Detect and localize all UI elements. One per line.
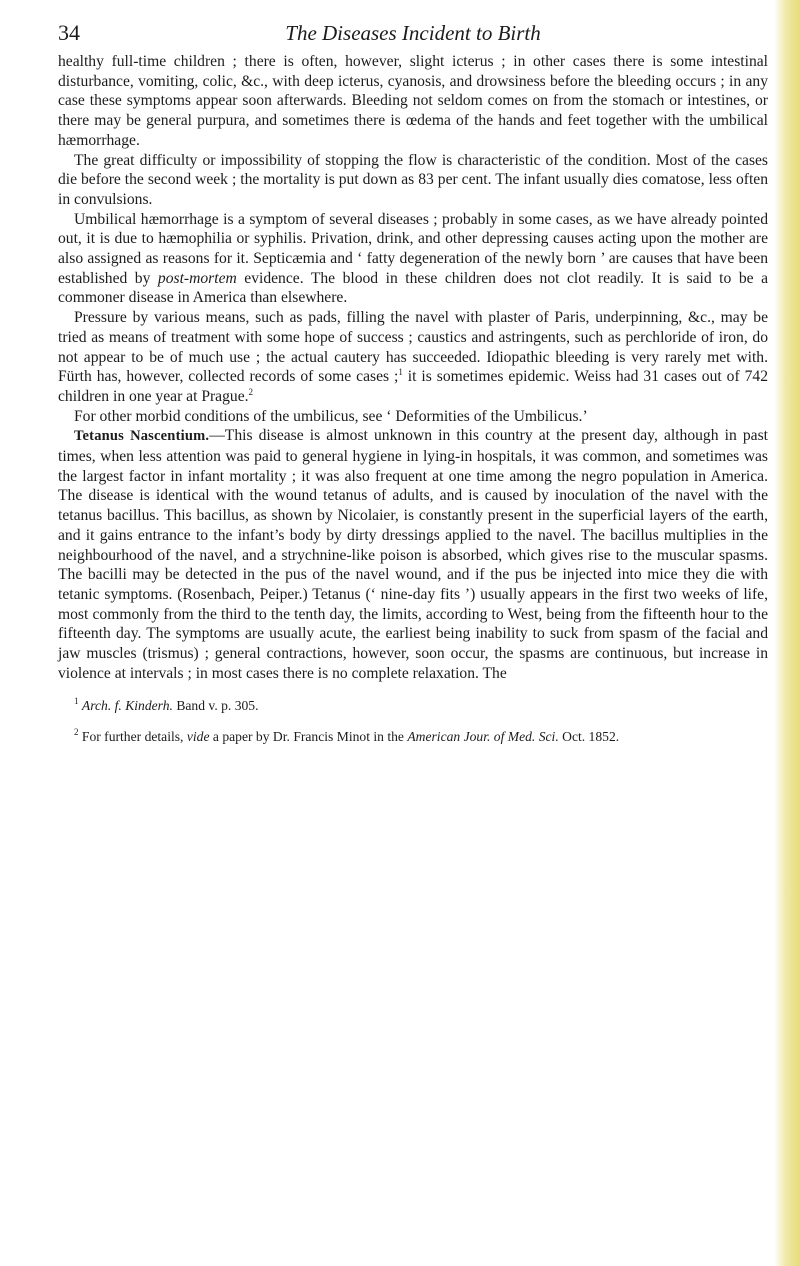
footnote-2-italic-2: American Jour. of Med. Sci.: [407, 728, 559, 744]
paragraph-3-text-a: Umbilical hæmorrhage is a symptom of several diseases ; probably in some cases, as we have already pointed out, it is due to hæmophilia or syphilis. Privation, drink, and other depressing causes acting upon the mother are also assigned as reasons for it. Septicæmia and ‘ fatty degeneration of the newly born ’ are causes that have been established by: [58, 210, 768, 287]
footnote-2: [58, 728, 768, 745]
page-number: 34: [58, 20, 80, 45]
footnote-2-text-a: For further details,: [78, 728, 187, 744]
paragraph-3-italic: post-mortem: [157, 269, 237, 287]
paragraph-1: healthy full-time children ; there is often, however, slight icterus ; in other cases there is some intestinal disturbance, vomiting, colic, &c., with deep icterus, cyanosis, and drowsiness before the bleeding occurs ; in any case these symptoms appear soon afterwards. Bleeding not seldom comes on from the stomach or intestines, or there may be general purpura, and sometimes there is œdema of the hands and feet together with the umbilical hæmorrhage.: [58, 53, 768, 149]
footnote-2-text-c: Oct. 1852.: [558, 728, 620, 744]
paragraph-5: For other morbid conditions of the umbilicus, see ‘ Deformities of the Umbilicus.’: [74, 407, 588, 425]
paragraph-4: [58, 308, 768, 407]
footnote-1-italic: Arch. f. Kinderh.: [81, 698, 173, 714]
footnote-ref-1: 1: [398, 367, 403, 378]
footnote-2-italic-1: vide: [186, 728, 210, 744]
paragraph-6: [58, 426, 768, 683]
footnote-1-text: Band v. p. 305.: [172, 698, 259, 714]
running-title: The Diseases Incident to Birth: [285, 21, 541, 45]
page-edge-shadow: [774, 0, 800, 1266]
paragraph-2: The great difficulty or impossibility of stopping the flow is characteristic of the condition. Most of the cases die before the second week ; the mortality is put down as 83 per cent. The infant usually dies comatose, less often in convulsions.: [58, 151, 768, 208]
footnote-2-text-b: a paper by Dr. Francis Minot in the: [209, 728, 408, 744]
footnote-2-mark: 2: [74, 726, 79, 737]
page-header: [58, 18, 768, 52]
body-text: [58, 52, 768, 684]
footnote-1: [58, 697, 768, 714]
paragraph-3: [58, 210, 768, 309]
paragraph-6-text: —This disease is almost unknown in this country at the present day, although in past times, when less attention was paid to general hygiene in lying-in hospitals, it was common, and sometimes was the largest factor in infant mortality ; it was also frequent at one time among the negro population in America. The disease is identical with the wound tetanus of adults, and is caused by inoculation of the navel with the tetanus bacillus. This bacillus, as shown by Nicolaier, is constantly present in the superficial layers of the earth, and it gains entrance to the infant’s body by dirty dressings applied to the navel. The bacillus multiplies in the neighbourhood of the navel, and a strychnine-like poison is absorbed, which gives rise to the muscular spasms. The bacilli may be detected in the pus of the navel wound, and if the pus be injected into mice they die with tetanic symptoms. (Rosenbach, Peiper.) Tetanus (‘ nine-day fits ’) usually appears in the first two weeks of life, most commonly from the third to the tenth day, the limits, according to West, being from the fifteenth hour to the fifteenth day. The symptoms are usually acute, the earliest being inability to suck from spasm of the facial and jaw muscles (trismus) ; general contractions, however, soon occur, the spasms are continuous, but increase in violence at intervals ; in most cases there is no complete relaxation. The: [58, 427, 769, 682]
footnotes: [58, 697, 768, 745]
section-heading: Tetanus Nascentium.: [74, 428, 210, 445]
footnote-1-mark: 1: [74, 696, 79, 707]
footnote-ref-2: 2: [248, 386, 254, 397]
paragraph-3-text-b: evidence. The blood in these children does not clot readily. It is said to be a commoner disease in America than elsewhere.: [58, 269, 768, 307]
paragraph-4-text-a: Pressure by various means, such as pads, filling the navel with plaster of Paris, underpinning, &c., may be tried as means of treatment with some hope of success ; caustics and astringents, such as perchloride of iron, do not appear to be of much use ; the actual cautery has succeeded. Idiopathic bleeding is very rarely met with. Fürth has, however, collected records of some cases ;: [58, 309, 768, 386]
paragraph-4-text-b: it is sometimes epidemic. Weiss had 31 cases out of 742 children in one year at Prague.: [58, 368, 768, 405]
book-page: [58, 18, 768, 758]
